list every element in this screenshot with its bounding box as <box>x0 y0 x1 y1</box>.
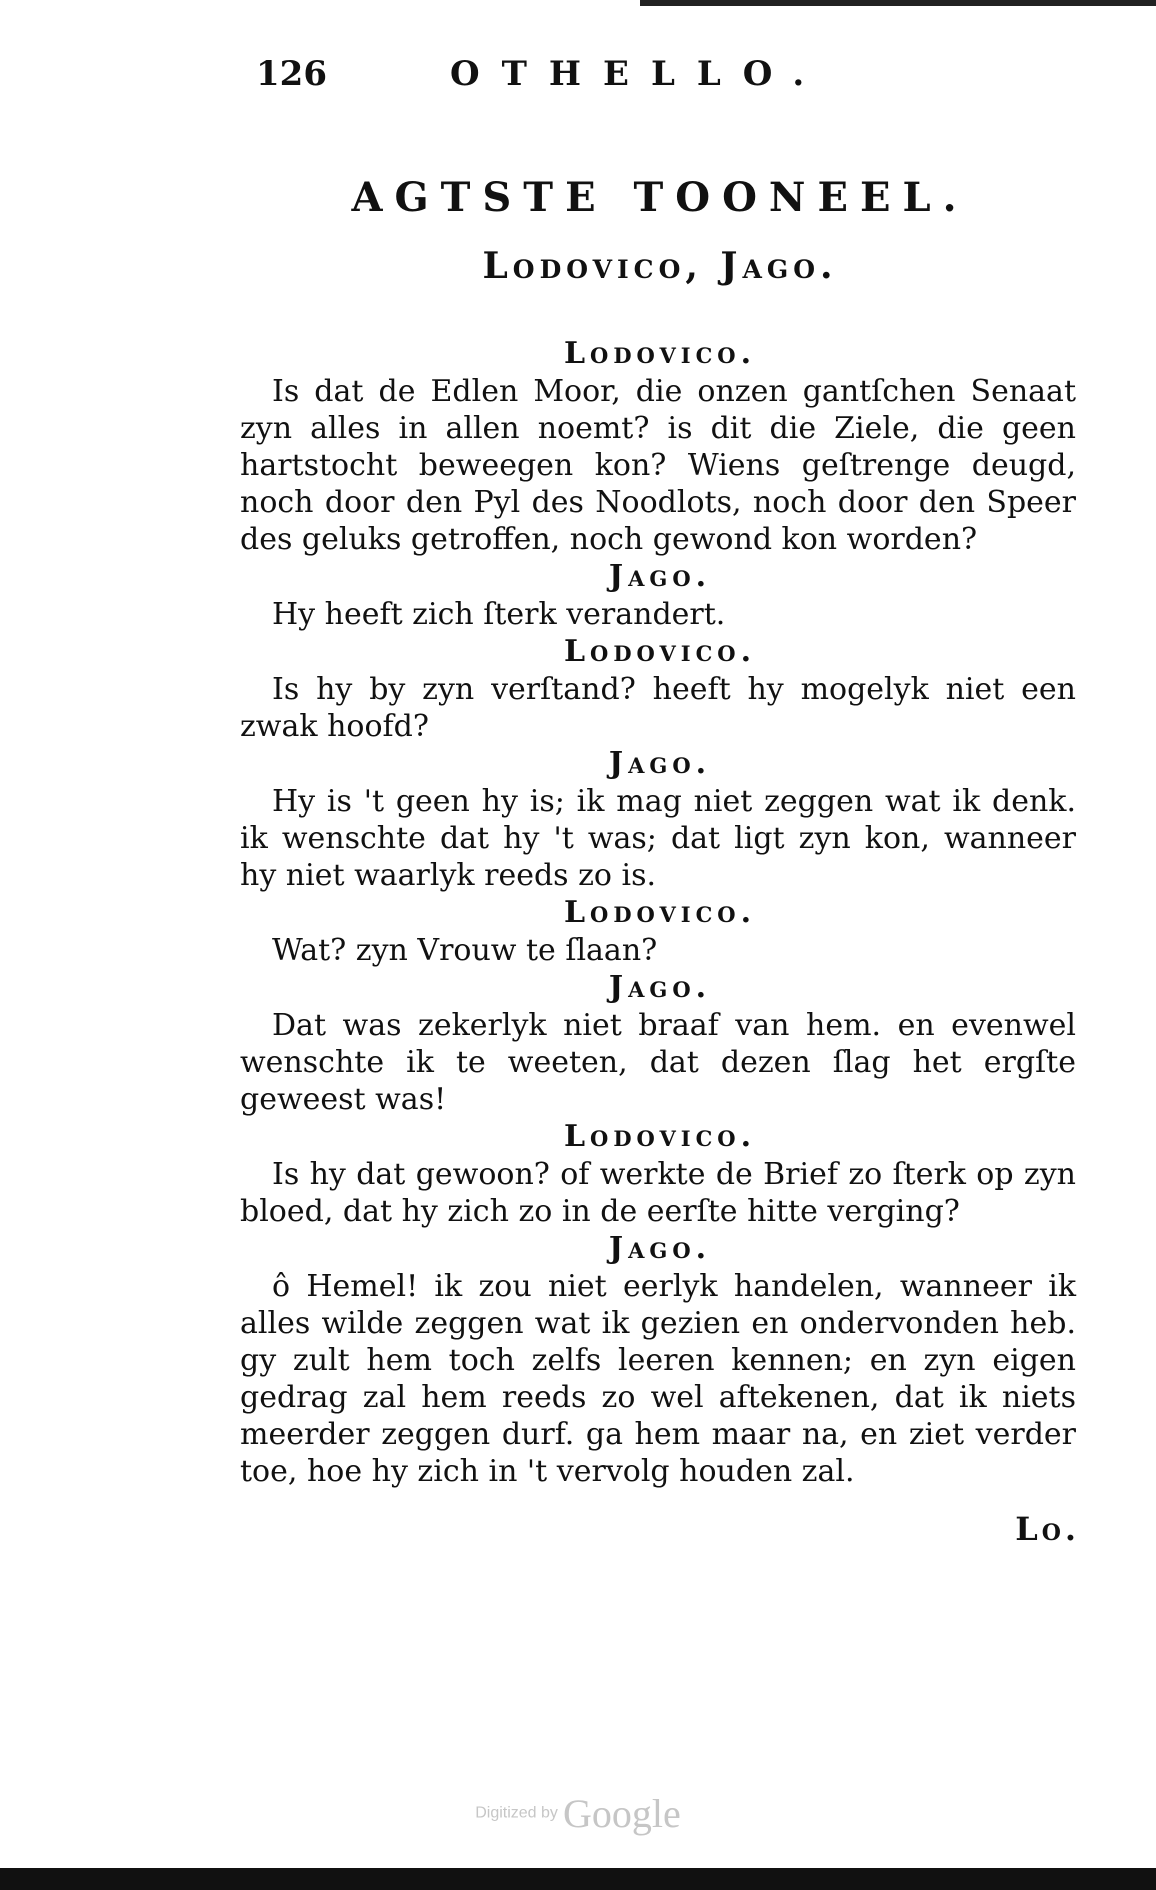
speech-text: Is hy dat gewoon? of werkte de Brief zo ſterk op zyn bloed, dat hy zich zo in de eerſte hitte verging? <box>240 1157 1076 1229</box>
speech-text: Dat was zekerlyk niet braaf van hem. en evenwel wenschte ik te weeten, dat dezen ſlag het ergſte geweest was! <box>240 1008 1076 1117</box>
digitized-watermark <box>0 1790 1156 1837</box>
scene-persons: Lodovico, Jago. <box>482 245 838 287</box>
speech-text: Hy is 't geen hy is; ik mag niet zeggen wat ik denk. ik wenschte dat hy 't was; dat ligt zyn kon, wanneer hy niet waarlyk reeds zo is. <box>240 784 1076 893</box>
speaker-name: Jago. <box>608 746 712 781</box>
scene-title: AGTSTE TOONEEL. <box>351 174 969 221</box>
speech-text: Wat? zyn Vrouw te ſlaan? <box>272 933 658 968</box>
bottom-edge-rule <box>0 1868 1156 1890</box>
speaker-name: Lodovico. <box>563 634 757 669</box>
dialogue-block <box>240 1230 1080 1490</box>
speech-text: Is hy by zyn verſtand? heeft hy mogelyk niet een zwak hoofd? <box>240 672 1076 744</box>
dialogue-block <box>240 558 1080 633</box>
dialogue-block <box>240 745 1080 894</box>
running-title: OTHELLO. <box>450 54 827 94</box>
dialogue-block <box>240 633 1080 745</box>
speaker-name: Jago. <box>608 559 712 594</box>
watermark-brand: Google <box>563 1791 681 1836</box>
speaker-name: Jago. <box>608 1231 712 1266</box>
speaker-name: Lodovico. <box>563 895 757 930</box>
dialogue-block <box>240 1118 1080 1230</box>
book-page <box>240 48 1080 1548</box>
watermark-digitized-text: Digitized by <box>475 1804 558 1822</box>
speech-text: Is dat de Edlen Moor, die onzen gantſchen Senaat zyn alles in allen noemt? is dit die Ziele, die geen hartstocht beweegen kon? Wiens geſtrenge deugd, noch door den Pyl des Noodlots, noch door den Speer des geluks getroffen, noch gewond kon worden? <box>240 374 1076 557</box>
running-header <box>240 48 1080 98</box>
dialogue-block <box>240 969 1080 1118</box>
speech-text: Hy heeft zich ſterk verandert. <box>272 597 726 632</box>
speech-text: ô Hemel! ik zou niet eerlyk handelen, wanneer ik alles wilde zeggen wat ik gezien en ondervonden heb. gy zult hem toch zelfs leeren kennen; en zyn eigen gedrag zal hem reeds zo wel aftekenen, dat ik niets meerder zeggen durf. ga hem maar na, en ziet verder toe, hoe hy zich in 't vervolg houden zal. <box>240 1269 1076 1489</box>
dialogue-block <box>240 894 1080 969</box>
dialogue-block <box>240 335 1080 558</box>
catchword: Lo. <box>1015 1510 1080 1548</box>
speaker-name: Jago. <box>608 970 712 1005</box>
top-edge-rule <box>640 0 1156 6</box>
dialogue <box>240 335 1080 1490</box>
speaker-name: Lodovico. <box>563 1119 757 1154</box>
page-number: 126 <box>256 54 327 94</box>
speaker-name: Lodovico. <box>563 336 757 371</box>
